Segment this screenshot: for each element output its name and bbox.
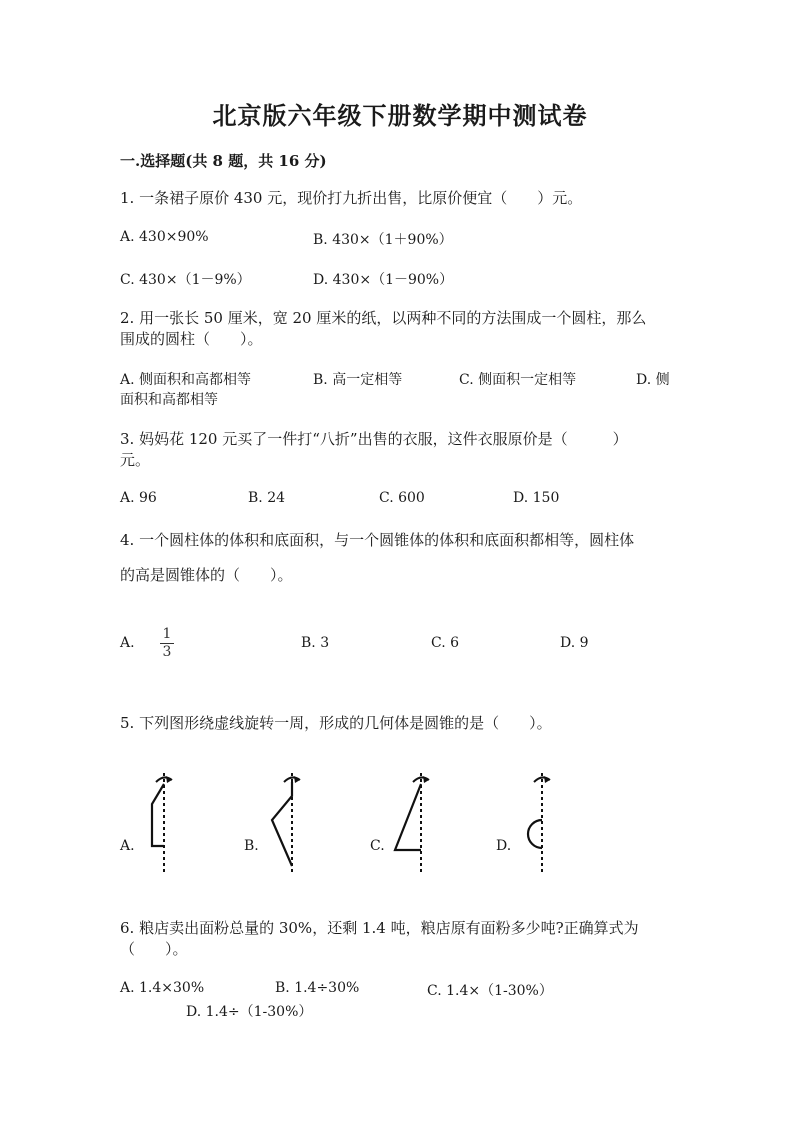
figure-a-shape — [152, 784, 164, 846]
q5-option-a[interactable]: A. — [120, 838, 135, 854]
q2-option-b[interactable]: B. 高一定相等 — [313, 372, 403, 388]
arrow-head-icon — [294, 776, 300, 783]
fraction-denominator: 3 — [162, 644, 172, 660]
q5-option-d[interactable]: D. — [496, 838, 512, 854]
q3-option-a[interactable]: A. 96 — [120, 490, 157, 506]
q4-option-a[interactable]: A. — [120, 635, 135, 651]
q4-stem-line2: 的高是圆锥体的（ ）。 — [120, 566, 293, 584]
q2-stem-line2: 围成的圆柱（ ）。 — [120, 330, 263, 348]
fraction-one-third — [160, 627, 174, 660]
q1-stem: 1. 一条裙子原价 430 元，现价打九折出售，比原价便宜（ ）元。 — [120, 189, 583, 207]
figure-d-semicircle — [528, 820, 542, 848]
q2-option-c[interactable]: C. 侧面积一定相等 — [459, 372, 577, 388]
q5-stem: 5. 下列图形绕虚线旋转一周，形成的几何体是圆锥的是（ ）。 — [120, 714, 552, 732]
q5-option-b[interactable]: B. — [244, 838, 259, 854]
figure-a — [130, 768, 190, 878]
q6-stem-line1: 6. 粮店卖出面粉总量的 30%，还剩 1.4 吨，粮店原有面粉多少吨?正确算式为 — [120, 919, 639, 937]
q4-option-b[interactable]: B. 3 — [301, 635, 330, 651]
arrow-head-icon — [544, 776, 550, 783]
q2-option-a[interactable]: A. 侧面积和高都相等 — [120, 372, 252, 388]
q1-option-b[interactable]: B. 430×（1＋90%） — [313, 232, 453, 248]
page-title: 北京版六年级下册数学期中测试卷 — [212, 101, 588, 130]
q3-option-b[interactable]: B. 24 — [248, 490, 286, 506]
q6-option-d[interactable]: D. 1.4÷（1-30%） — [186, 1004, 313, 1020]
q3-option-d[interactable]: D. 150 — [513, 490, 560, 506]
q1-option-d[interactable]: D. 430×（1－90%） — [313, 272, 454, 288]
q6-stem-line2: （ ）。 — [120, 940, 188, 958]
q4-option-d[interactable]: D. 9 — [560, 635, 589, 651]
q6-option-c[interactable]: C. 1.4×（1-30%） — [427, 983, 553, 999]
q3-stem-line2: 元。 — [120, 451, 151, 469]
q5-option-c[interactable]: C. — [370, 838, 385, 854]
q2-option-d-continued: 面积和高都相等 — [120, 392, 218, 408]
q6-option-b[interactable]: B. 1.4÷30% — [275, 980, 360, 996]
q4-option-c[interactable]: C. 6 — [431, 635, 460, 651]
q2-option-d[interactable]: D. 侧 — [636, 372, 670, 388]
figure-b-shape — [272, 782, 292, 866]
fraction-numerator: 1 — [162, 626, 172, 642]
figure-b — [262, 768, 322, 878]
figure-c — [393, 768, 453, 878]
q1-option-c[interactable]: C. 430×（1－9%） — [120, 272, 251, 288]
figure-c-shape — [395, 784, 421, 850]
q1-option-a[interactable]: A. 430×90% — [120, 229, 209, 245]
q3-stem-line1: 3. 妈妈花 120 元买了一件打“八折”出售的衣服，这件衣服原价是（ ） — [120, 430, 628, 448]
q3-option-c[interactable]: C. 600 — [379, 490, 425, 506]
section-heading: 一.选择题(共 8 题，共 16 分) — [120, 152, 327, 170]
q6-option-a[interactable]: A. 1.4×30% — [120, 980, 205, 996]
figure-d — [520, 768, 580, 878]
arrow-head-icon — [423, 776, 429, 783]
arrow-head-icon — [166, 776, 172, 783]
q4-stem-line1: 4. 一个圆柱体的体积和底面积，与一个圆锥体的体积和底面积都相等，圆柱体 — [120, 531, 635, 549]
q2-stem-line1: 2. 用一张长 50 厘米，宽 20 厘米的纸，以两种不同的方法围成一个圆柱，那么 — [120, 309, 647, 327]
